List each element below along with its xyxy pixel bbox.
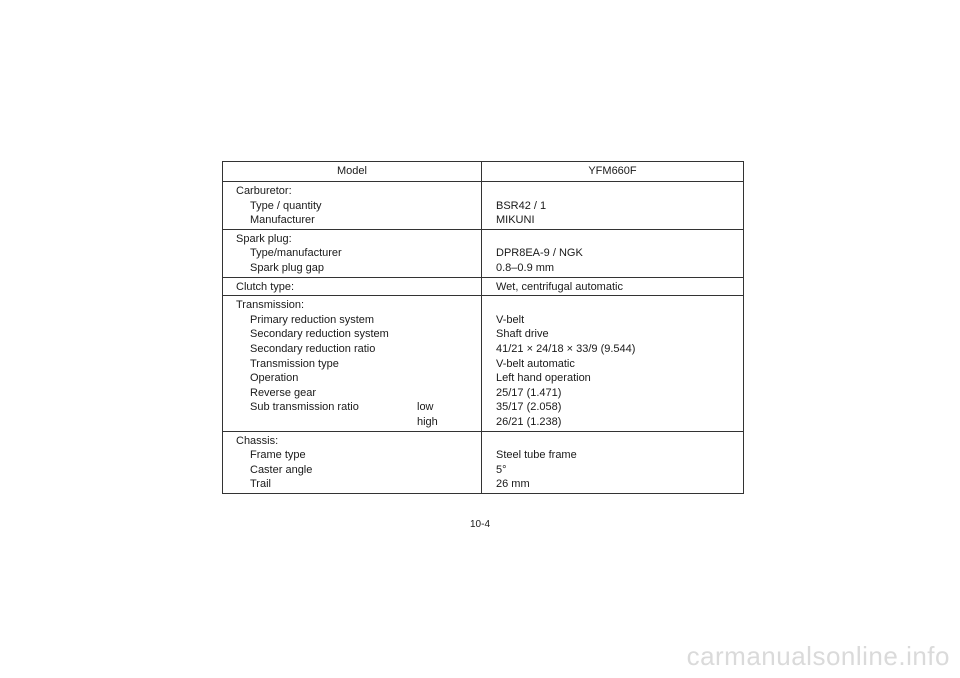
high-value: 26/21 (1.238) (496, 415, 562, 428)
row-label: Spark plug gap (250, 261, 324, 274)
section-heading-row (223, 298, 743, 313)
row-label: Frame type (250, 449, 306, 462)
row-label: Caster angle (250, 463, 313, 476)
sub-transmission-label: Sub transmission ratio (250, 401, 359, 414)
low-value: 35/17 (2.058) (496, 401, 562, 414)
row-value: BSR42 / 1 (496, 199, 547, 212)
section-heading-row (223, 232, 743, 247)
table-row (223, 386, 743, 401)
high-label: high (417, 415, 438, 428)
table-row (223, 261, 743, 276)
model-label: Model (223, 162, 482, 181)
row-value: V-belt automatic (496, 357, 575, 370)
row-value: MIKUNI (496, 214, 535, 227)
specifications-table (222, 161, 744, 494)
row-label: Manufacturer (250, 214, 315, 227)
row-value: 25/17 (1.471) (496, 386, 562, 399)
table-row (223, 327, 743, 342)
chassis-section (223, 432, 743, 493)
table-row (223, 463, 743, 478)
spark-plug-section (223, 230, 743, 278)
page-number: 10-4 (469, 519, 490, 530)
chassis-heading: Chassis: (236, 434, 279, 447)
table-row (223, 280, 743, 295)
section-heading-row (223, 184, 743, 199)
carburetor-heading: Carburetor: (236, 185, 292, 197)
transmission-heading: Transmission: (236, 299, 305, 312)
low-label: low (417, 401, 434, 414)
clutch-label: Clutch type: (236, 280, 295, 293)
row-value: V-belt (496, 313, 525, 326)
table-row (223, 371, 743, 386)
row-value: Shaft drive (496, 328, 549, 341)
row-value: DPR8EA-9 / NGK (496, 247, 583, 260)
row-label: Reverse gear (250, 386, 317, 399)
row-label: Trail (250, 478, 271, 491)
row-label: Type / quantity (250, 199, 322, 212)
table-row (223, 246, 743, 261)
model-value: YFM660F (588, 165, 637, 178)
row-label: Transmission type (250, 357, 339, 370)
row-label: Secondary reduction system (250, 328, 389, 341)
row-label: Primary reduction system (250, 313, 375, 326)
clutch-section (223, 278, 743, 297)
table-row (223, 357, 743, 372)
spark-plug-heading: Spark plug: (236, 232, 292, 245)
table-row (223, 199, 743, 214)
clutch-value: Wet, centrifugal automatic (496, 280, 623, 293)
carburetor-section (223, 182, 743, 230)
table-row (223, 477, 743, 492)
table-row (223, 213, 743, 228)
table-row (223, 448, 743, 463)
table-row (223, 415, 743, 430)
row-value: 5° (496, 463, 507, 476)
row-value: Steel tube frame (496, 449, 577, 462)
row-value: 41/21 × 24/18 × 33/9 (9.544) (496, 342, 636, 355)
table-row (223, 342, 743, 357)
row-value: 26 mm (496, 478, 530, 491)
section-heading-row (223, 434, 743, 449)
transmission-section (223, 296, 743, 431)
watermark: carmanualsonline.info (686, 641, 950, 671)
row-label: Secondary reduction ratio (250, 342, 376, 355)
table-row (223, 313, 743, 328)
row-value: 0.8–0.9 mm (496, 261, 555, 274)
row-label: Operation (250, 372, 299, 385)
row-label: Type/manufacturer (250, 247, 342, 260)
table-row (223, 400, 743, 415)
table-header-row (223, 162, 743, 182)
row-value: Left hand operation (496, 372, 591, 385)
